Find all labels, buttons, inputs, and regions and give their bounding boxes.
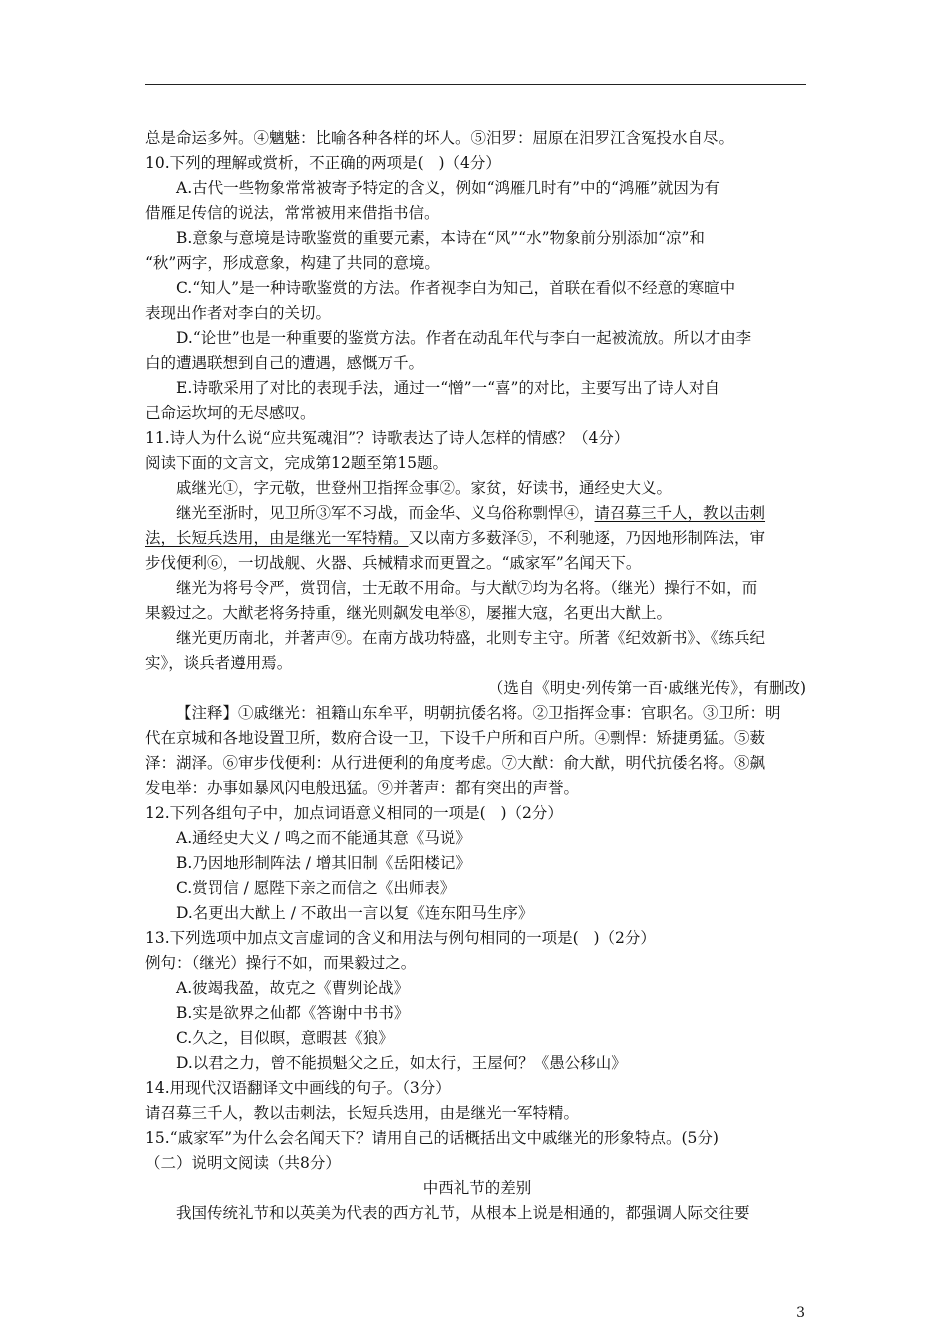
text-line	[145, 1026, 809, 1051]
text-line	[145, 401, 809, 426]
text-run: 戚继光①，字元敬，世登州卫指挥佥事②。家贫，好读书，通经史大义。	[176, 479, 673, 497]
text-line	[145, 726, 809, 751]
text-line	[145, 676, 809, 701]
text-line	[145, 501, 809, 526]
text-run: C.赏罚信 / 愿陛下亲之而信之《出师表》	[176, 879, 456, 897]
text-line	[145, 226, 809, 251]
underlined-sentence: 法，长短兵迭用，由是继光一军特精。	[145, 529, 409, 547]
text-run: 步伐便利⑥，一切战舰、火器、兵械精求而更置之。“戚家军”名闻天下。	[145, 554, 642, 572]
text-line	[145, 201, 809, 226]
text-line	[145, 551, 809, 576]
text-line	[145, 851, 809, 876]
text-run: 总是命运多舛。④魑魅：比喻各种各样的坏人。⑤汨罗：屈原在汨罗江含冤投水自尽。	[145, 129, 735, 147]
text-line	[145, 426, 809, 451]
text-line	[145, 601, 809, 626]
text-run: C.久之，目似暝，意暇甚《狼》	[176, 1029, 394, 1047]
text-line	[145, 276, 809, 301]
text-run: B.意象与意境是诗歌鉴赏的重要元素，本诗在“风”“水”物象前分别添加“凉”和	[176, 229, 705, 247]
text-line	[145, 626, 809, 651]
text-run: 例句：（继光）操行不如，而果毅过之。	[145, 954, 417, 972]
text-run: 泽：湖泽。⑥审步伐便利：从行进便利的角度考虑。⑦大猷：俞大猷，明代抗倭名将。⑧飙	[145, 754, 766, 772]
text-run: 借雁足传信的说法，常常被用来借指书信。	[145, 204, 440, 222]
text-run: A.通经史大义 / 鸣之而不能通其意《马说》	[176, 829, 471, 847]
text-run: 继光为将号令严，赏罚信，士无敢不用命。与大猷⑦均为名将。（继光）操行不如，而	[176, 579, 758, 597]
text-run: 【注释】①戚继光：祖籍山东牟平，明朝抗倭名将。②卫指挥佥事：官职名。③卫所：明	[176, 704, 781, 722]
text-line	[145, 526, 809, 551]
text-line	[145, 1076, 809, 1101]
text-run: 发电举：办事如暴风闪电般迅猛。⑨并著声：都有突出的声誉。	[145, 779, 580, 797]
text-run: 中西礼节的差别	[422, 1179, 532, 1197]
text-run: 请召募三千人，教以击刺法，长短兵迭用，由是继光一军特精。	[145, 1104, 580, 1122]
text-line	[145, 701, 809, 726]
underlined-sentence: 请召募三千人，教以击刺	[594, 504, 766, 522]
text-line	[145, 876, 809, 901]
text-run: C.“知人”是一种诗歌鉴赏的方法。作者视李白为知己，首联在看似不经意的寒暄中	[176, 279, 736, 297]
text-line	[145, 1201, 809, 1226]
text-line	[145, 301, 809, 326]
text-line	[145, 826, 809, 851]
text-line	[145, 351, 809, 376]
text-run: （选自《明史·列传第一百·戚继光传》，有删改)	[487, 679, 806, 697]
text-line	[145, 951, 809, 976]
text-run: “秋”两字，形成意象，构建了共同的意境。	[145, 254, 440, 272]
text-run: 继光更历南北，并著声⑨。在南方战功特盛，北则专主守。所著《纪效新书》、《练兵纪	[176, 629, 766, 647]
text-run: （二）说明文阅读（共8分）	[145, 1154, 341, 1172]
text-run: 12.下列各组句子中，加点词语意义相同的一项是( )（2分）	[145, 804, 563, 822]
text-run: B.乃因地形制阵法 / 增其旧制《岳阳楼记》	[176, 854, 471, 872]
text-line	[145, 1101, 809, 1126]
text-line	[145, 1151, 809, 1176]
text-line	[145, 1126, 809, 1151]
text-run: A.古代一些物象常常被寄予特定的含义，例如“鸿雁几时有”中的“鸿雁”就因为有	[176, 179, 720, 197]
text-run: 11.诗人为什么说“应共冤魂泪”？诗歌表达了诗人怎样的情感？（4分）	[145, 429, 630, 447]
text-line	[145, 151, 809, 176]
text-line	[145, 776, 809, 801]
header-rule	[145, 84, 806, 85]
text-run: 继光至浙时，见卫所③军不习战，而金华、义乌俗称剽悍④，	[176, 504, 595, 522]
text-run: B.实是欲界之仙都《答谢中书书》	[176, 1004, 410, 1022]
text-run: 代在京城和各地设置卫所，数府合设一卫，下设千户所和百户所。④剽悍：矫捷勇猛。⑤薮	[145, 729, 766, 747]
text-line	[145, 476, 809, 501]
text-run: 10.下列的理解或赏析，不正确的两项是( )（4分）	[145, 154, 501, 172]
text-line	[145, 326, 809, 351]
text-line	[145, 251, 809, 276]
text-line	[145, 1051, 809, 1076]
text-line	[145, 376, 809, 401]
text-line	[145, 801, 809, 826]
text-run: 14.用现代汉语翻译文中画线的句子。（3分）	[145, 1079, 451, 1097]
text-run: A.彼竭我盈，故克之《曹刿论战》	[176, 979, 410, 997]
text-run: 白的遭遇联想到自己的遭遇，感慨万千。	[145, 354, 425, 372]
text-run: D.名更出大猷上 / 不敢出一言以复《连东阳马生序》	[176, 904, 534, 922]
text-line	[145, 901, 809, 926]
text-line	[145, 651, 809, 676]
text-run: 己命运坎坷的无尽感叹。	[145, 404, 316, 422]
text-line	[145, 126, 809, 151]
text-line	[145, 1176, 809, 1201]
text-run: 又以南方多薮泽⑤，不利驰逐，乃因地形制阵法，审	[408, 529, 766, 547]
text-run: D.以君之力，曾不能损魁父之丘，如太行，王屋何？《愚公移山》	[176, 1054, 627, 1072]
text-line	[145, 1001, 809, 1026]
text-run: E.诗歌采用了对比的表现手法，通过一“憎”一“喜”的对比，主要写出了诗人对自	[176, 379, 720, 397]
text-run: 15.“戚家军”为什么会名闻天下？请用自己的话概括出文中戚继光的形象特点。(5分)	[145, 1129, 719, 1147]
text-line	[145, 176, 809, 201]
text-line	[145, 576, 809, 601]
document-body	[145, 126, 809, 1226]
text-line	[145, 751, 809, 776]
text-line	[145, 926, 809, 951]
text-run: 阅读下面的文言文，完成第12题至第15题。	[145, 454, 448, 472]
text-run: 实》，谈兵者遵用焉。	[145, 654, 293, 672]
text-run: 果毅过之。大猷老将务持重，继光则飙发电举⑧，屡摧大寇，名更出大猷上。	[145, 604, 673, 622]
text-line	[145, 451, 809, 476]
page-number: 3	[796, 1305, 805, 1321]
text-run: D.“论世”也是一种重要的鉴赏方法。作者在动乱年代与李白一起被流放。所以才由李	[176, 329, 752, 347]
text-run: 我国传统礼节和以英美为代表的西方礼节，从根本上说是相通的，都强调人际交往要	[176, 1204, 750, 1222]
text-line	[145, 976, 809, 1001]
text-run: 表现出作者对李白的关切。	[145, 304, 332, 322]
text-run: 13.下列选项中加点文言虚词的含义和用法与例句相同的一项是( )（2分）	[145, 929, 656, 947]
